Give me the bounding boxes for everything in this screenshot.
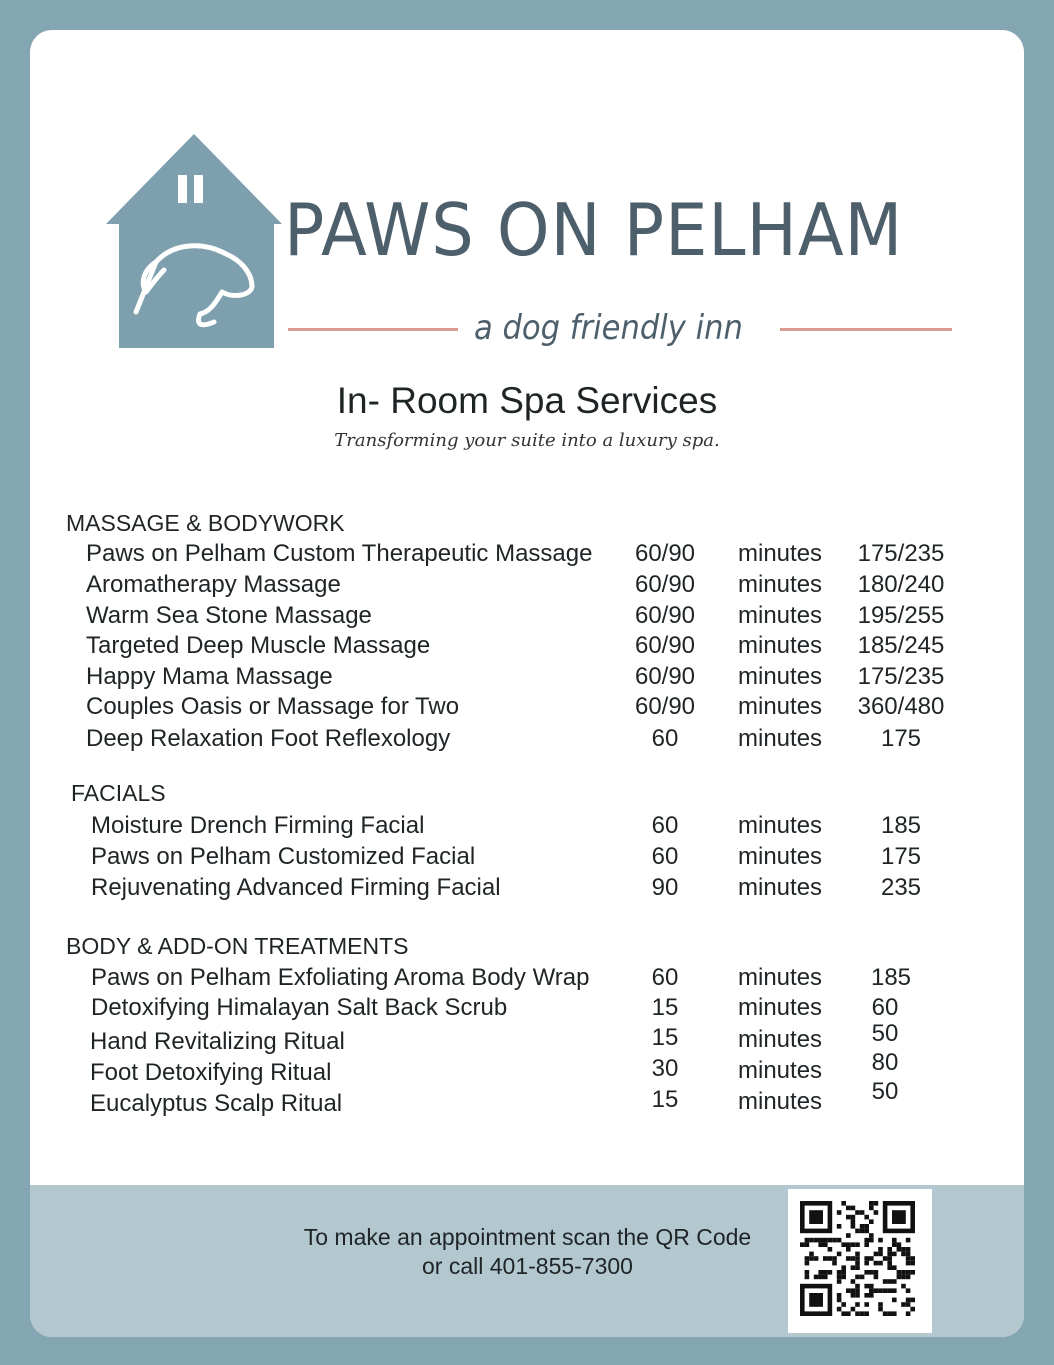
service-price: 360/480 [857, 693, 945, 720]
flyer-card [30, 30, 1024, 1337]
service-unit: minutes [738, 964, 823, 991]
service-price: 235 [880, 874, 922, 901]
service-price: 80 [871, 1049, 899, 1076]
service-name: Moisture Drench Firming Facial [91, 812, 425, 839]
appointment-phone: or call 401-855-7300 [422, 1253, 633, 1279]
service-duration: 15 [651, 1086, 679, 1113]
service-unit: minutes [738, 571, 823, 598]
service-duration: 60/90 [634, 632, 696, 659]
brand-name: PAWS ON PELHAM [284, 188, 904, 272]
service-unit: minutes [738, 843, 823, 870]
service-row [30, 812, 1024, 842]
service-unit: minutes [738, 602, 823, 629]
service-unit: minutes [738, 1026, 823, 1053]
brand-tagline: a dog friendly inn [474, 308, 743, 348]
service-row [30, 571, 1024, 601]
service-price: 175/235 [857, 663, 945, 690]
service-duration: 60/90 [634, 602, 696, 629]
service-unit: minutes [738, 663, 823, 690]
service-duration: 90 [651, 874, 679, 901]
service-price: 195/255 [857, 602, 945, 629]
service-price: 185 [880, 812, 922, 839]
page-subtitle: Transforming your suite into a luxury spa. [334, 430, 720, 451]
service-price: 185/245 [857, 632, 945, 659]
service-row [30, 874, 1024, 904]
page-title: In- Room Spa Services [336, 380, 718, 421]
section-title-massage: MASSAGE & BODYWORK [66, 510, 345, 536]
service-row [30, 632, 1024, 662]
service-duration: 30 [651, 1055, 679, 1082]
service-duration: 60 [651, 812, 679, 839]
service-price: 175 [880, 725, 922, 752]
tagline-rule-right [780, 328, 952, 331]
service-price: 50 [871, 1020, 899, 1047]
service-duration: 60/90 [634, 571, 696, 598]
service-name: Paws on Pelham Exfoliating Aroma Body Wrap [91, 964, 590, 991]
tagline-row [288, 308, 952, 352]
service-row [30, 843, 1024, 873]
appointment-info [290, 1223, 765, 1281]
tagline-rule-left [288, 328, 458, 331]
service-row [30, 693, 1024, 723]
service-name: Eucalyptus Scalp Ritual [90, 1090, 343, 1117]
service-price: 180/240 [857, 571, 945, 598]
service-name: Rejuvenating Advanced Firming Facial [91, 874, 501, 901]
footer-band [30, 1185, 1024, 1337]
service-row [30, 725, 1024, 755]
service-name: Foot Detoxifying Ritual [90, 1059, 332, 1086]
service-price: 185 [870, 964, 912, 991]
service-duration: 60/90 [634, 540, 696, 567]
service-unit: minutes [738, 1057, 823, 1084]
service-name: Paws on Pelham Customized Facial [91, 843, 476, 870]
service-duration: 60 [651, 964, 679, 991]
service-unit: minutes [738, 994, 823, 1021]
service-unit: minutes [738, 874, 823, 901]
service-duration: 60 [651, 843, 679, 870]
service-unit: minutes [738, 693, 823, 720]
service-duration: 60 [651, 725, 679, 752]
service-name: Aromatherapy Massage [86, 571, 341, 598]
service-row [30, 540, 1024, 570]
service-name: Happy Mama Massage [86, 663, 333, 690]
service-price: 60 [871, 994, 899, 1021]
service-price: 175/235 [857, 540, 945, 567]
service-duration: 60/90 [634, 663, 696, 690]
service-duration: 15 [651, 1024, 679, 1051]
brand-logo [104, 102, 964, 348]
service-unit: minutes [738, 725, 823, 752]
service-name: Hand Revitalizing Ritual [90, 1028, 345, 1055]
service-name: Warm Sea Stone Massage [86, 602, 372, 629]
section-title-body: BODY & ADD-ON TREATMENTS [66, 933, 409, 959]
service-name: Couples Oasis or Massage for Two [86, 693, 460, 720]
service-name: Deep Relaxation Foot Reflexology [86, 725, 451, 752]
service-price: 175 [880, 843, 922, 870]
service-name: Detoxifying Himalayan Salt Back Scrub [91, 994, 508, 1021]
service-name: Targeted Deep Muscle Massage [86, 632, 431, 659]
service-price: 50 [871, 1078, 899, 1105]
service-unit: minutes [738, 540, 823, 567]
service-row [30, 964, 1024, 994]
service-row [30, 1078, 1024, 1120]
dog-house-icon [104, 102, 284, 352]
service-unit: minutes [738, 632, 823, 659]
appointment-line-1: To make an appointment scan the QR Code [303, 1224, 752, 1250]
service-row [30, 663, 1024, 693]
qr-code-icon[interactable] [788, 1189, 932, 1333]
section-title-facials: FACIALS [71, 780, 166, 806]
service-duration: 60/90 [634, 693, 696, 720]
service-duration: 15 [651, 994, 679, 1021]
service-unit: minutes [738, 1088, 823, 1115]
service-unit: minutes [738, 812, 823, 839]
service-row [30, 602, 1024, 632]
service-name: Paws on Pelham Custom Therapeutic Massage [86, 540, 593, 567]
